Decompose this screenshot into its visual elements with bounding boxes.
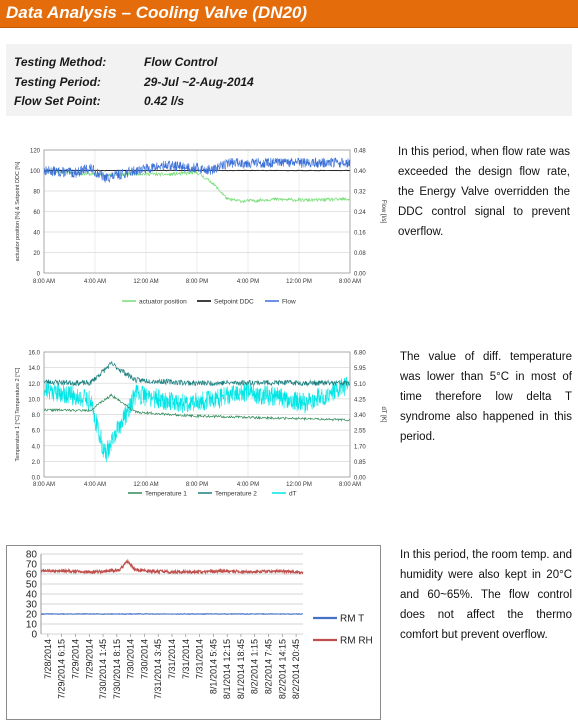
y2-tick-label: 0.00 xyxy=(354,271,366,278)
paragraph-flow: In this period, when flow rate was exceeded the design flow rate, the Energy Valve overridden the DDC control signal to prevent overflow. xyxy=(398,146,570,238)
y-tick-label: 10 xyxy=(25,619,37,631)
info-value: 29-Jul ~2-Aug-2014 xyxy=(144,75,254,89)
y2-tick-label: 0.08 xyxy=(354,251,366,257)
y-tick-label: 80 xyxy=(33,189,40,196)
y2-tick-label: 1.70 xyxy=(354,444,366,451)
x-tick-label: 8:00 AM xyxy=(32,482,56,488)
x-tick-label: 12:00 PM xyxy=(286,279,312,285)
chart-room-conditions-svg xyxy=(7,546,380,719)
y2-tick-label: 0.85 xyxy=(354,459,366,466)
y2-tick-label: 0.16 xyxy=(354,230,366,237)
chart-flow-actuator-svg xyxy=(10,140,390,315)
y2-tick-label: 0.40 xyxy=(354,169,366,175)
x-tick-label: 8:00 PM xyxy=(185,279,209,285)
x-tick-label: 7/29/2014 xyxy=(84,639,95,680)
x-tick-label: 4:00 AM xyxy=(83,482,107,488)
y2-tick-label: 0.32 xyxy=(354,189,366,196)
info-label: Flow Set Point: xyxy=(14,94,101,108)
chart-temperature-svg xyxy=(10,342,390,502)
x-tick-label: 4:00 PM xyxy=(236,482,260,488)
page-title: Data Analysis – Cooling Valve (DN20) xyxy=(6,3,308,22)
legend-label: RM RH xyxy=(340,635,373,647)
x-tick-label: 4:00 AM xyxy=(83,279,107,285)
chart-room-conditions xyxy=(6,545,381,720)
x-tick-label: 7/31/2014 xyxy=(194,639,205,680)
y2-tick-label: 2.55 xyxy=(354,428,366,435)
x-tick-label: 8:00 AM xyxy=(338,279,362,285)
y2-tick-label: 5.10 xyxy=(354,381,366,388)
y-tick-label: 20 xyxy=(33,251,40,257)
x-tick-label: 7/31/2014 xyxy=(167,639,177,680)
title-bar xyxy=(0,0,578,28)
y-tick-label: 0 xyxy=(36,271,40,278)
x-tick-label: 8/2/2014 20:45 xyxy=(291,639,302,700)
y-axis-label: Temperature 1 [°C] Temperature 2 [°C] xyxy=(15,367,21,462)
x-tick-label: 12:00 PM xyxy=(286,482,312,488)
test-info-box xyxy=(6,44,572,116)
legend-label: Flow xyxy=(282,298,296,306)
paragraph-room: In this period, the room temp. and humidity were also kept in 20°C and 60~65%. The flow control does not affect the thermo comfort but prevent overflow. xyxy=(400,549,572,641)
legend-label: actuator position xyxy=(139,298,187,306)
y-tick-label: 30 xyxy=(25,599,37,611)
legend-label: RM T xyxy=(340,613,365,625)
x-tick-label: 7/29/2014 xyxy=(70,639,81,680)
x-tick-label: 8:00 AM xyxy=(32,279,56,285)
info-label: Testing Period: xyxy=(14,75,101,89)
y2-axis-label: Flow [l/s] xyxy=(380,199,386,224)
x-tick-label: 4:00 PM xyxy=(236,279,260,285)
x-tick-label: 8/1/2014 18:45 xyxy=(235,639,246,700)
y-tick-label: 40 xyxy=(33,230,40,237)
y2-axis-label: dT [K] xyxy=(380,406,386,423)
chart-temperature xyxy=(10,342,390,502)
y-tick-label: 12.0 xyxy=(28,381,40,388)
series-rm-t xyxy=(41,614,303,615)
info-value: Flow Control xyxy=(144,55,218,69)
x-tick-label: 7/29/2014 6:15 xyxy=(56,639,67,700)
x-tick-label: 8/2/2014 1:15 xyxy=(249,639,260,695)
x-tick-label: 8/1/2014 12:15 xyxy=(222,639,233,700)
chart-flow-actuator xyxy=(10,140,390,315)
y-tick-label: 40 xyxy=(25,589,37,601)
x-tick-label: 8/1/2014 5:45 xyxy=(208,639,219,695)
x-tick-label: 7/31/2014 xyxy=(180,639,191,680)
x-tick-label: 8:00 AM xyxy=(338,482,362,488)
legend-label: Temperature 1 xyxy=(145,490,187,498)
x-tick-label: 7/28/2014 xyxy=(42,639,53,680)
y-tick-label: 14.0 xyxy=(28,366,40,373)
x-tick-label: 12:00 AM xyxy=(133,279,159,285)
x-tick-label: 7/31/2014 3:45 xyxy=(153,639,164,700)
y2-tick-label: 0.24 xyxy=(354,210,366,216)
y-tick-label: 70 xyxy=(25,559,37,571)
y2-tick-label: 5.95 xyxy=(354,366,366,373)
x-tick-label: 7/30/2014 8:15 xyxy=(111,639,122,700)
y-tick-label: 60 xyxy=(33,210,40,216)
x-tick-label: 7/30/2014 xyxy=(139,639,150,680)
y2-tick-label: 3.40 xyxy=(354,413,366,419)
x-tick-label: 12:00 AM xyxy=(133,482,159,488)
x-tick-label: 8/2/2014 7:45 xyxy=(263,639,274,695)
info-value: 0.42 l/s xyxy=(144,94,185,108)
y-axis-label: actuator position [%] & Setpoint DDC [%] xyxy=(15,161,21,262)
legend-label: dT xyxy=(289,490,297,498)
y-tick-label: 20 xyxy=(25,609,37,621)
legend-label: Temperature 2 xyxy=(215,490,257,498)
y2-tick-label: 0.48 xyxy=(354,148,366,155)
y-tick-label: 10.0 xyxy=(28,397,40,404)
y-tick-label: 16.0 xyxy=(28,350,40,357)
y-tick-label: 0 xyxy=(31,629,37,641)
x-tick-label: 7/30/2014 xyxy=(125,639,136,680)
y2-tick-label: 6.80 xyxy=(354,350,366,357)
y-tick-label: 6.0 xyxy=(31,428,40,435)
paragraph-temperature: The value of diff. temperature was lower than 5°C in most of time therefore low delta T syndrome also happened in this period. xyxy=(400,351,572,443)
x-tick-label: 7/30/2014 1:45 xyxy=(98,639,109,700)
y-tick-label: 100 xyxy=(29,169,40,175)
y-tick-label: 8.0 xyxy=(31,413,40,419)
x-tick-label: 8:00 PM xyxy=(185,482,209,488)
y-tick-label: 2.0 xyxy=(31,459,40,466)
legend-label: Setpoint DDC xyxy=(214,298,254,306)
series-rm-rh xyxy=(41,561,303,574)
info-label: Testing Method: xyxy=(14,55,107,69)
y-tick-label: 60 xyxy=(25,569,37,581)
y2-tick-label: 0.00 xyxy=(354,475,366,482)
y2-tick-label: 4.25 xyxy=(354,397,366,404)
y-tick-label: 0.0 xyxy=(31,475,40,482)
x-tick-label: 8/2/2014 14:15 xyxy=(277,639,288,700)
y-tick-label: 4.0 xyxy=(31,444,40,451)
y-tick-label: 50 xyxy=(25,579,37,591)
y-tick-label: 80 xyxy=(25,549,37,561)
y-tick-label: 120 xyxy=(29,148,40,155)
